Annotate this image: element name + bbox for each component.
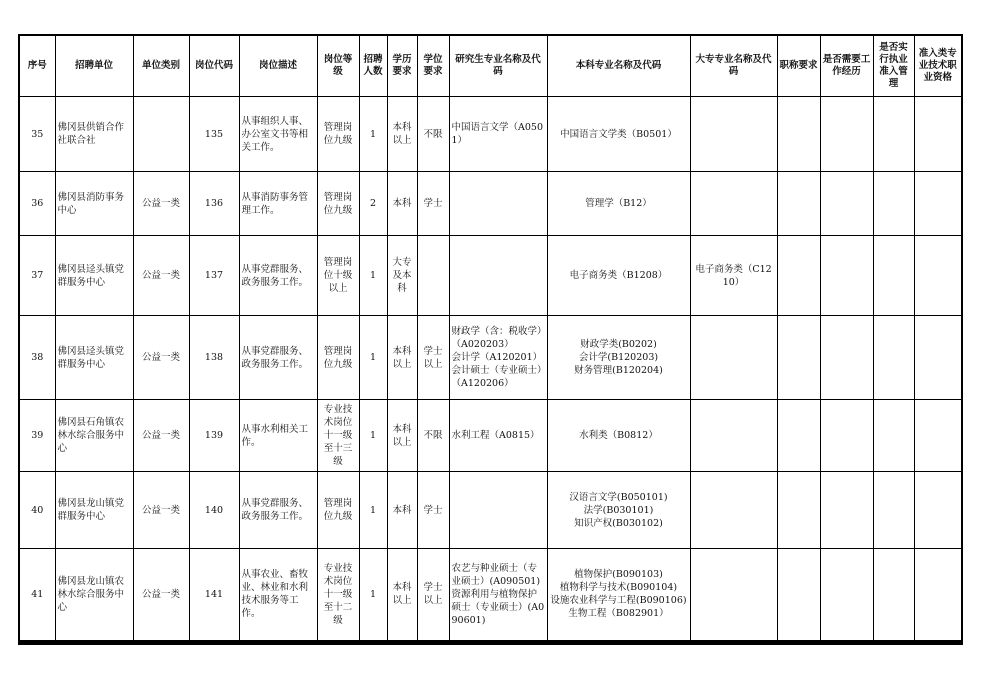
cell-bachelor-major: 财政学类(B0202) 会计学(B120203) 财务管理(B120204)	[547, 316, 690, 400]
cell-count: 2	[359, 172, 387, 236]
cell-education: 本科以上	[387, 400, 417, 472]
cell-unit: 佛冈县消防事务中心	[55, 172, 133, 236]
cell-category	[133, 97, 189, 172]
cell-license-qualification	[914, 236, 962, 316]
recruitment-table-sheet	[18, 34, 963, 642]
cell-degree	[417, 236, 449, 316]
cell-category: 公益一类	[133, 316, 189, 400]
cell-education: 本科	[387, 472, 417, 549]
column-header: 学位要求	[417, 35, 449, 97]
cell-category: 公益一类	[133, 172, 189, 236]
table-row	[19, 97, 962, 172]
column-header: 序号	[19, 35, 55, 97]
table-row	[19, 236, 962, 316]
cell-number: 36	[19, 172, 55, 236]
cell-license-management	[873, 97, 914, 172]
cell-degree: 不限	[417, 400, 449, 472]
cell-number: 37	[19, 236, 55, 316]
cell-category: 公益一类	[133, 400, 189, 472]
cell-college-major	[690, 172, 777, 236]
cell-title-requirement	[777, 472, 820, 549]
cell-college-major	[690, 316, 777, 400]
cell-college-major	[690, 472, 777, 549]
column-header: 岗位等级	[317, 35, 359, 97]
cell-count: 1	[359, 549, 387, 641]
cell-description: 从事消防事务管理工作。	[239, 172, 317, 236]
cell-level: 专业技术岗位十一级至十三级	[317, 400, 359, 472]
cell-code: 139	[189, 400, 239, 472]
table-row	[19, 172, 962, 236]
cell-category: 公益一类	[133, 549, 189, 641]
cell-count: 1	[359, 97, 387, 172]
cell-license-qualification	[914, 549, 962, 641]
cell-description: 从事组织人事、办公室文书等相关工作。	[239, 97, 317, 172]
cell-count: 1	[359, 472, 387, 549]
cell-count: 1	[359, 236, 387, 316]
cell-code: 141	[189, 549, 239, 641]
cell-degree: 学士以上	[417, 316, 449, 400]
column-header: 本科专业名称及代码	[547, 35, 690, 97]
table-row	[19, 400, 962, 472]
cell-college-major	[690, 549, 777, 641]
column-header: 单位类别	[133, 35, 189, 97]
cell-code: 136	[189, 172, 239, 236]
column-header: 招聘人数	[359, 35, 387, 97]
cell-category: 公益一类	[133, 472, 189, 549]
column-header: 招聘单位	[55, 35, 133, 97]
recruitment-table	[18, 34, 963, 642]
cell-license-management	[873, 236, 914, 316]
cell-bachelor-major: 电子商务类（B1208）	[547, 236, 690, 316]
cell-title-requirement	[777, 97, 820, 172]
cell-description: 从事党群服务、政务服务工作。	[239, 236, 317, 316]
cell-unit: 佛冈县供销合作社联合社	[55, 97, 133, 172]
cell-count: 1	[359, 316, 387, 400]
cell-title-requirement	[777, 236, 820, 316]
cell-license-management	[873, 400, 914, 472]
column-header: 研究生专业名称及代码	[449, 35, 547, 97]
header-row	[19, 35, 962, 97]
column-header: 学历要求	[387, 35, 417, 97]
cell-description: 从事水利相关工作。	[239, 400, 317, 472]
cell-unit: 佛冈县石角镇农林水综合服务中心	[55, 400, 133, 472]
cell-degree: 学士	[417, 472, 449, 549]
cell-experience	[820, 400, 873, 472]
cell-degree: 学士	[417, 172, 449, 236]
cell-description: 从事党群服务、政务服务工作。	[239, 472, 317, 549]
cell-experience	[820, 472, 873, 549]
cell-license-management	[873, 172, 914, 236]
column-header: 是否实行执业准入管理	[873, 35, 914, 97]
cell-unit: 佛冈县迳头镇党群服务中心	[55, 316, 133, 400]
cell-bachelor-major: 汉语言文学(B050101) 法学(B030101) 知识产权(B030102)	[547, 472, 690, 549]
cell-description: 从事党群服务、政务服务工作。	[239, 316, 317, 400]
cell-category: 公益一类	[133, 236, 189, 316]
cell-education: 本科以上	[387, 549, 417, 641]
cell-level: 管理岗位九级	[317, 472, 359, 549]
cell-description: 从事农业、畜牧业、林业和水利技术服务等工作。	[239, 549, 317, 641]
cell-title-requirement	[777, 549, 820, 641]
cell-number: 35	[19, 97, 55, 172]
column-header: 大专专业名称及代码	[690, 35, 777, 97]
cell-number: 39	[19, 400, 55, 472]
cell-graduate-major: 农艺与种业硕士（专业硕士）(A090501)资源利用与植物保护硕士（专业硕士）(A090601)	[449, 549, 547, 641]
cell-license-management	[873, 316, 914, 400]
cell-college-major	[690, 97, 777, 172]
cell-number: 41	[19, 549, 55, 641]
cell-code: 138	[189, 316, 239, 400]
cell-unit: 佛冈县龙山镇农林水综合服务中心	[55, 549, 133, 641]
cell-level: 管理岗位九级	[317, 172, 359, 236]
cell-graduate-major: 财政学（含：税收学）（A020203） 会计学（A120201） 会计硕士（专业硕士）（A120206）	[449, 316, 547, 400]
cell-license-qualification	[914, 316, 962, 400]
cell-title-requirement	[777, 400, 820, 472]
table-row	[19, 316, 962, 400]
cell-experience	[820, 97, 873, 172]
cell-license-qualification	[914, 97, 962, 172]
cell-title-requirement	[777, 172, 820, 236]
cell-education: 本科以上	[387, 97, 417, 172]
cell-number: 38	[19, 316, 55, 400]
cell-bachelor-major: 中国语言文学类（B0501）	[547, 97, 690, 172]
cell-license-qualification	[914, 472, 962, 549]
cell-bachelor-major: 管理学（B12）	[547, 172, 690, 236]
cell-bachelor-major: 植物保护(B090103) 植物科学与技术(B090104) 设施农业科学与工程(B090106) 生物工程（B082901）	[547, 549, 690, 641]
cell-education: 本科以上	[387, 316, 417, 400]
cell-code: 135	[189, 97, 239, 172]
cell-count: 1	[359, 400, 387, 472]
cell-license-management	[873, 472, 914, 549]
column-header: 岗位代码	[189, 35, 239, 97]
cell-number: 40	[19, 472, 55, 549]
cell-title-requirement	[777, 316, 820, 400]
cell-license-qualification	[914, 400, 962, 472]
cell-experience	[820, 316, 873, 400]
cell-graduate-major	[449, 236, 547, 316]
cell-unit: 佛冈县迳头镇党群服务中心	[55, 236, 133, 316]
cell-license-qualification	[914, 172, 962, 236]
cell-experience	[820, 172, 873, 236]
column-header: 岗位描述	[239, 35, 317, 97]
bottom-rule	[18, 642, 963, 645]
cell-graduate-major: 中国语言文学（A0501）	[449, 97, 547, 172]
table-body	[19, 97, 962, 641]
cell-code: 137	[189, 236, 239, 316]
cell-graduate-major: 水利工程（A0815）	[449, 400, 547, 472]
cell-code: 140	[189, 472, 239, 549]
cell-unit: 佛冈县龙山镇党群服务中心	[55, 472, 133, 549]
cell-level: 管理岗位九级	[317, 97, 359, 172]
cell-graduate-major	[449, 172, 547, 236]
cell-license-management	[873, 549, 914, 641]
cell-level: 管理岗位十级以上	[317, 236, 359, 316]
cell-graduate-major	[449, 472, 547, 549]
cell-level: 管理岗位九级	[317, 316, 359, 400]
cell-education: 本科	[387, 172, 417, 236]
column-header: 职称要求	[777, 35, 820, 97]
cell-education: 大专及本科	[387, 236, 417, 316]
column-header: 准入类专业技术职业资格	[914, 35, 962, 97]
table-row	[19, 472, 962, 549]
cell-level: 专业技术岗位十一级至十二级	[317, 549, 359, 641]
table-row	[19, 549, 962, 641]
cell-degree: 不限	[417, 97, 449, 172]
cell-college-major: 电子商务类（C1210）	[690, 236, 777, 316]
cell-bachelor-major: 水利类（B0812）	[547, 400, 690, 472]
cell-experience	[820, 236, 873, 316]
column-header: 是否需要工作经历	[820, 35, 873, 97]
cell-experience	[820, 549, 873, 641]
cell-degree: 学士以上	[417, 549, 449, 641]
cell-college-major	[690, 400, 777, 472]
